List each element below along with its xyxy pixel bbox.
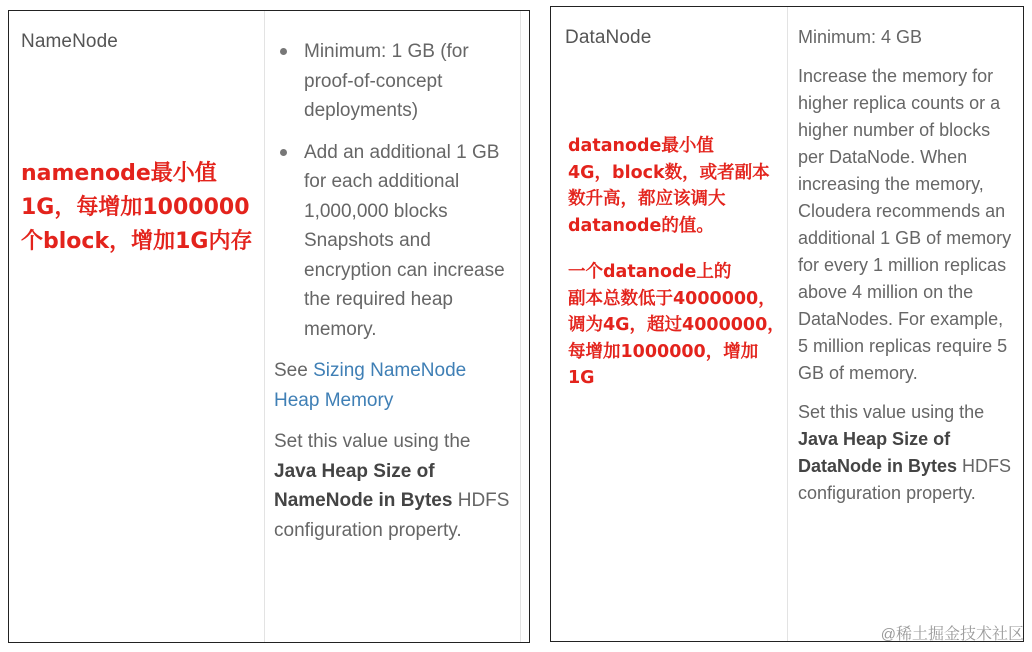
annotation-line: 4G，block数，或者副本 [568,162,770,183]
annotation-line: 数升高，都应该调大 [568,189,726,209]
namenode-panel [8,10,530,643]
namenode-bullet-list [274,37,514,344]
bullet-icon [280,48,287,55]
datanode-panel [550,6,1024,642]
annotation-line: datanode的值。 [568,215,714,236]
datanode-description [798,24,1016,519]
set-value-paragraph [798,399,1016,507]
set-suffix: HDFS configuration property. [274,490,510,541]
annotation-line: datanode最小值 [568,136,714,156]
set-prefix: Set this value using the [798,402,985,422]
namenode-annotation [21,157,281,259]
property-name: Java Heap Size of DataNode in Bytes [798,429,958,476]
property-name: Java Heap Size of NameNode in Bytes [274,460,453,511]
annotation-line: 副本总数低于4000000， [568,288,776,309]
bullet-text: Minimum: 1 GB (for proof-of-concept deployments) [304,41,469,121]
set-value-paragraph [274,427,514,545]
list-item [274,138,514,345]
watermark-text: 稀土掘金技术社区 [895,626,1024,643]
set-suffix: HDFS configuration property. [798,456,1012,503]
see-prefix: See [274,360,314,381]
namenode-description [274,37,514,557]
annotation-line: 一个datanode上的 [568,262,732,282]
annotation-line: 1G，每增加1000000 [21,195,250,220]
watermark-at: @ [880,626,896,643]
sizing-namenode-heap-memory-link[interactable]: Sizing NameNode Heap Memory [274,360,467,411]
minimum-text: Minimum: 4 GB [798,27,923,47]
increase-paragraph: Increase the memory for higher replica counts or a higher number of blocks per DataNode. When increasing the memory, Cloudera recommends an additional 1 GB of memory for every 1 million replicas above 4 million on the DataNodes. For example, 5 million replicas require 5 GB of memory. [798,66,1012,383]
annotation-line: 1G [568,368,595,388]
bullet-icon [280,149,287,156]
list-item [274,37,514,126]
column-divider [264,11,265,642]
datanode-annotation [568,133,788,392]
annotation-line: 个block，增加1G内存 [21,229,253,254]
see-paragraph [274,356,514,415]
annotation-line: 每增加1000000，增加 [568,341,759,362]
bullet-text: Add an additional 1 GB for each additional 1,000,000 blocks Snapshots and encryption can increase the required heap memory. [304,141,505,340]
watermark [881,621,1024,644]
annotation-line: 调为4G，超过4000000， [568,315,785,335]
row-name-datanode: DataNode [565,27,652,48]
set-prefix: Set this value using the [274,431,471,452]
column-divider [520,11,521,642]
row-name-namenode: NameNode [21,31,118,52]
annotation-line: namenode最小值 [21,161,217,186]
